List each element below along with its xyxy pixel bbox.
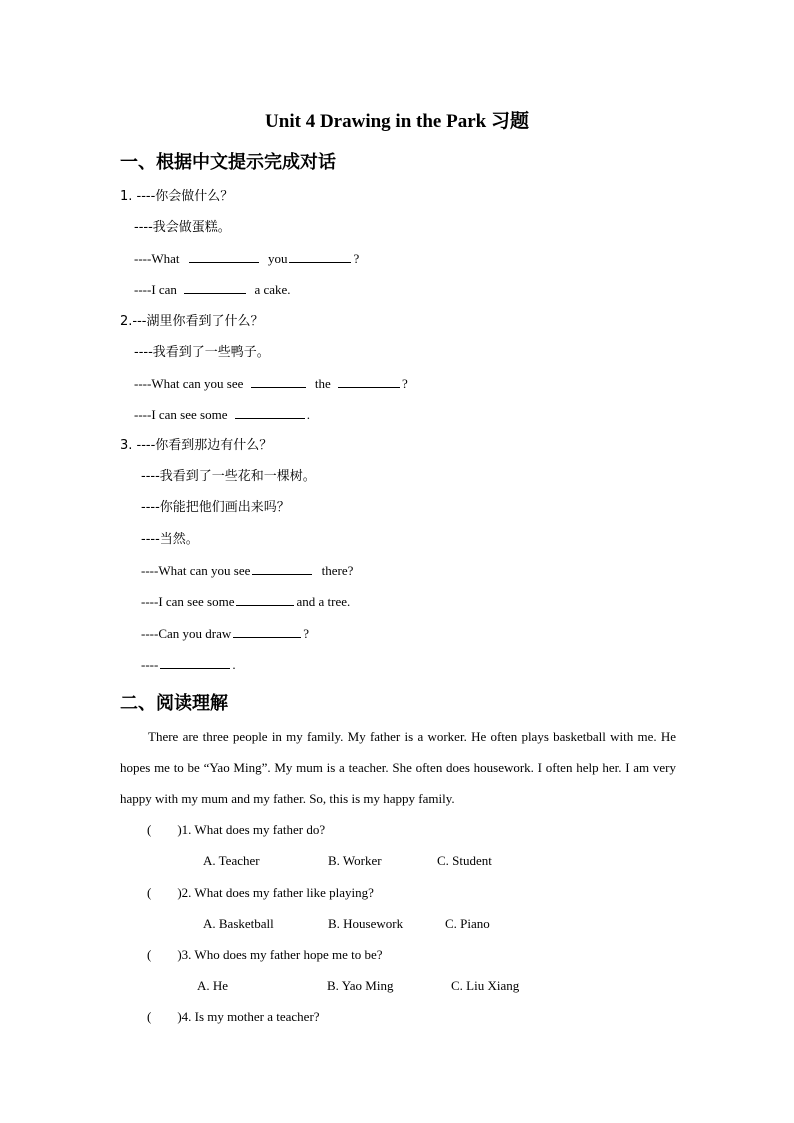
reading-q2-option-b[interactable]: B. Housework <box>328 916 404 931</box>
reading-q1-option-b[interactable]: B. Worker <box>328 853 382 868</box>
q2-blank-2[interactable] <box>338 375 400 388</box>
reading-q4 <box>147 1009 320 1025</box>
reading-passage: There are three people in my family. My father is a worker. He often plays basketball with me. He hopes me to be “Yao Ming”. My mum is a teacher. She often does housework. I often help her. I am very happy with my mum and my father. So, this is my happy family. <box>120 729 676 806</box>
q3-question-en-1-part1: ----What can you see <box>141 563 251 578</box>
q3-question-en-1 <box>141 562 353 579</box>
q1-prompt <box>120 188 233 205</box>
reading-q3-bracket[interactable]: ( ) <box>147 947 182 962</box>
q3-answer-cn-1 <box>141 468 316 485</box>
q2-answer-en-part1: ----I can see some <box>134 407 228 422</box>
q3-question-en-2 <box>141 625 309 642</box>
q2-answer-cn <box>134 344 270 361</box>
reading-q3-option-b[interactable]: B. Yao Ming <box>327 978 394 993</box>
q3-question-cn-2-text: ----你能把他们画出来吗？ <box>141 500 290 515</box>
q3-question-en-2-part2: ? <box>303 626 310 641</box>
q3-prompt-text: 3. ----你看到那边有什么？ <box>120 438 273 453</box>
q2-question-en-part2: the <box>314 376 331 391</box>
reading-q3-text: 3. Who does my father hope me to be? <box>181 947 383 962</box>
reading-q1-text: 1. What does my father do? <box>181 822 326 837</box>
q3-blank-2[interactable] <box>236 593 294 606</box>
q2-answer-en <box>134 406 310 423</box>
q1-answer-cn <box>134 219 231 236</box>
page-title: Unit 4 Drawing in the Park 习题 <box>265 111 529 132</box>
q1-answer-en-part1: ----I can <box>134 282 177 297</box>
q3-answer-en-1-part2: and a tree. <box>296 594 351 609</box>
q2-blank-1[interactable] <box>251 375 306 388</box>
reading-q2 <box>147 885 374 901</box>
q3-question-en-1-part2: there? <box>321 563 354 578</box>
q3-blank-1[interactable] <box>252 562 312 575</box>
q2-answer-en-part2: . <box>306 407 310 422</box>
q3-answer-en-2 <box>141 656 236 673</box>
q2-blank-3[interactable] <box>235 406 305 419</box>
q1-question-en-part2: you <box>267 251 288 266</box>
q3-blank-4[interactable] <box>160 656 230 669</box>
q1-blank-1[interactable] <box>189 250 259 263</box>
reading-q2-bracket[interactable]: ( ) <box>147 885 182 900</box>
q3-answer-en-2-part1: ---- <box>141 657 159 672</box>
q1-blank-2[interactable] <box>289 250 351 263</box>
reading-q3-option-a[interactable]: A. He <box>197 978 229 993</box>
q2-question-en-part1: ----What can you see <box>134 376 244 391</box>
q2-answer-cn-text: ----我看到了一些鸭子。 <box>134 345 270 360</box>
reading-q4-text: 4. Is my mother a teacher? <box>181 1009 320 1024</box>
q3-answer-en-2-part2: . <box>232 657 236 672</box>
q3-blank-3[interactable] <box>233 625 301 638</box>
q3-prompt <box>120 437 272 454</box>
q1-question-en-part3: ? <box>353 251 360 266</box>
q3-question-cn-2 <box>141 499 290 516</box>
section-1-heading: 一、根据中文提示完成对话 <box>120 152 336 173</box>
reading-q4-bracket[interactable]: ( ) <box>147 1009 182 1024</box>
q2-prompt <box>120 313 263 330</box>
q1-answer-en <box>134 281 291 298</box>
q2-question-en <box>134 375 408 392</box>
q1-question-en <box>134 250 359 267</box>
reading-q3-option-c[interactable]: C. Liu Xiang <box>451 978 520 993</box>
reading-q2-text: 2. What does my father like playing? <box>181 885 374 900</box>
q1-answer-cn-text: ----我会做蛋糕。 <box>134 220 231 235</box>
q1-prompt-text: 1. ----你会做什么？ <box>120 189 234 204</box>
reading-q2-option-c[interactable]: C. Piano <box>445 916 490 931</box>
reading-q2-option-a[interactable]: A. Basketball <box>203 916 274 931</box>
q3-answer-cn-1-text: ----我看到了一些花和一棵树。 <box>141 469 316 484</box>
reading-q1-option-a[interactable]: A. Teacher <box>203 853 260 868</box>
q3-answer-en-1-part1: ----I can see some <box>141 594 235 609</box>
reading-q1-bracket[interactable]: ( ) <box>147 822 182 837</box>
q1-blank-3[interactable] <box>184 281 246 294</box>
section-2-heading: 二、阅读理解 <box>120 693 228 714</box>
reading-q1 <box>147 822 325 838</box>
reading-q1-option-c[interactable]: C. Student <box>437 853 492 868</box>
q2-question-en-part3: ? <box>402 376 408 391</box>
q1-answer-en-part2: a cake. <box>254 282 291 297</box>
q2-prompt-text: 2.---湖里你看到了什么？ <box>120 314 264 329</box>
q1-question-en-part1: ----What <box>134 251 180 266</box>
reading-q3 <box>147 947 383 963</box>
q3-answer-cn-2 <box>141 531 199 548</box>
q3-answer-en-1 <box>141 593 350 610</box>
q3-answer-cn-2-text: ----当然。 <box>141 532 199 547</box>
q3-question-en-2-part1: ----Can you draw <box>141 626 232 641</box>
